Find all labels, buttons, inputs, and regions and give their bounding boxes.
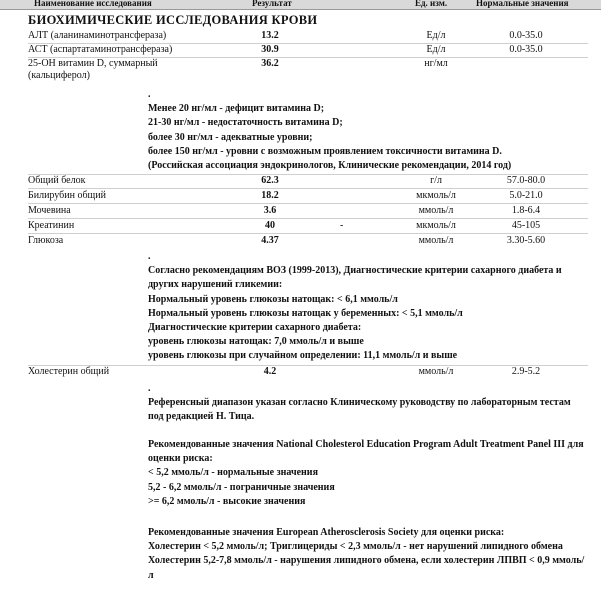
test-unit: Ед/л <box>426 30 446 41</box>
row-divider <box>28 203 588 204</box>
test-unit: ммоль/л <box>418 366 454 377</box>
cholesterol-note-intro <box>148 382 588 425</box>
note-dot: . <box>148 251 151 262</box>
test-unit: ммоль/л <box>418 205 454 216</box>
test-value: 30.9 <box>261 44 279 55</box>
note-line: < 5,2 ммоль/л - нормальные значения <box>148 467 318 479</box>
test-norm: 57.0-80.0 <box>506 175 546 186</box>
note-line: Нормальный уровень глюкозы натощак: < 6,1 ммоль/л <box>148 293 398 305</box>
note-line: >= 6,2 ммоль/л - высокие значения <box>148 495 306 507</box>
test-name: Холестерин общий <box>28 366 110 377</box>
test-unit: ммоль/л <box>418 235 454 246</box>
note-line: Холестерин 5,2-7,8 ммоль/л - нарушения липидного обмена, если холестерин ЛПВП < 0,9 ммоль/л <box>148 555 585 581</box>
cholesterol-note-eas <box>148 526 588 583</box>
test-value: 4.37 <box>261 235 279 246</box>
header-col-name: Наименование исследования <box>34 0 152 8</box>
header-col-unit: Ед. изм. <box>415 0 448 8</box>
note-line: уровень глюкозы натощак: 7,0 ммоль/л и выше <box>148 336 364 348</box>
test-name: 25-ОН витамин D, суммарный (кальциферол) <box>28 58 158 81</box>
test-value: 62.3 <box>261 175 279 186</box>
note-line: Холестерин < 5,2 ммоль/л; Триглицериды < 2,3 ммоль/л - нет нарушений липидного обмена <box>148 541 563 553</box>
note-line: Рекомендованные значения European Atherosclerosis Society для оценки риска: <box>148 527 505 538</box>
test-name: АЛТ (аланинаминотрансфераза) <box>28 30 167 41</box>
row-divider <box>28 218 588 219</box>
test-value: 4.2 <box>263 366 277 377</box>
test-name: Мочевина <box>28 205 71 216</box>
test-norm: 45-105 <box>511 220 541 231</box>
note-line: (Российская ассоциация эндокринологов, Клинические рекомендации, 2014 год) <box>148 160 512 172</box>
row-divider <box>28 188 588 189</box>
note-line: более 150 нг/мл - уровни с возможным проявлением токсичности витамина D. <box>148 145 502 157</box>
test-name: Общий белок <box>28 175 86 186</box>
test-unit: г/л <box>430 175 442 186</box>
test-norm: 5.0-21.0 <box>509 190 543 201</box>
table-header <box>0 0 601 10</box>
test-value: 40 <box>265 220 275 231</box>
note-line: более 30 нг/мл - адекватные уровни; <box>148 131 313 143</box>
test-name: Билирубин общий <box>28 190 106 201</box>
test-norm: 0.0-35.0 <box>509 30 543 41</box>
note-line: Диагностические критерии сахарного диабета: <box>148 322 362 334</box>
vitamin-d-note <box>148 88 588 173</box>
test-norm: 0.0-35.0 <box>509 44 543 55</box>
test-norm: 1.8-6.4 <box>511 205 541 216</box>
header-col-result: Результат <box>252 0 292 8</box>
note-line: Согласно рекомендациям ВОЗ (1999-2013), Диагностические критерии сахарного диабета и других нарушений гликемии: <box>148 265 562 291</box>
note-line: 21-30 нг/мл - недостаточность витамина D; <box>148 117 343 129</box>
row-divider <box>28 233 588 234</box>
test-unit: мкмоль/л <box>416 190 456 201</box>
test-norm: 2.9-5.2 <box>511 366 541 377</box>
note-dot: . <box>148 89 151 100</box>
test-unit: Ед/л <box>426 44 446 55</box>
note-line: 5,2 - 6,2 ммоль/л - пограничные значения <box>148 481 335 493</box>
test-value: 13.2 <box>261 30 279 41</box>
note-line: Менее 20 нг/мл - дефицит витамина D; <box>148 103 325 115</box>
test-value: 18.2 <box>261 190 279 201</box>
section-title: БИОХИМИЧЕСКИЕ ИССЛЕДОВАНИЯ КРОВИ <box>28 13 318 27</box>
note-dot: . <box>148 383 151 394</box>
note-line: Референсный диапазон указан согласно Клиническому руководству по лабораторным тестам под редакцией Н. Тица. <box>148 397 571 423</box>
test-unit: нг/мл <box>424 58 448 69</box>
header-col-norm: Нормальные значения <box>476 0 569 8</box>
test-value: 36.2 <box>261 58 279 69</box>
note-line: уровень глюкозы при случайном определении: 11,1 ммоль/л и выше <box>148 350 458 362</box>
test-unit: мкмоль/л <box>416 220 456 231</box>
test-name: АСТ (аспартатаминотрансфераза) <box>28 44 173 55</box>
test-norm: 3.30-5.60 <box>506 235 546 246</box>
glucose-note <box>148 250 588 364</box>
cholesterol-note-ncep <box>148 438 588 509</box>
test-name: Креатинин <box>28 220 75 231</box>
note-line: Нормальный уровень глюкозы натощак у беременных: < 5,1 ммоль/л <box>148 307 463 319</box>
test-name: Глюкоза <box>28 235 64 246</box>
out-of-range-flag: - <box>340 220 344 231</box>
test-value: 3.6 <box>263 205 277 216</box>
note-line: Рекомендованные значения National Cholesterol Education Program Adult Treatment Panel III для оценки риска: <box>148 439 584 465</box>
